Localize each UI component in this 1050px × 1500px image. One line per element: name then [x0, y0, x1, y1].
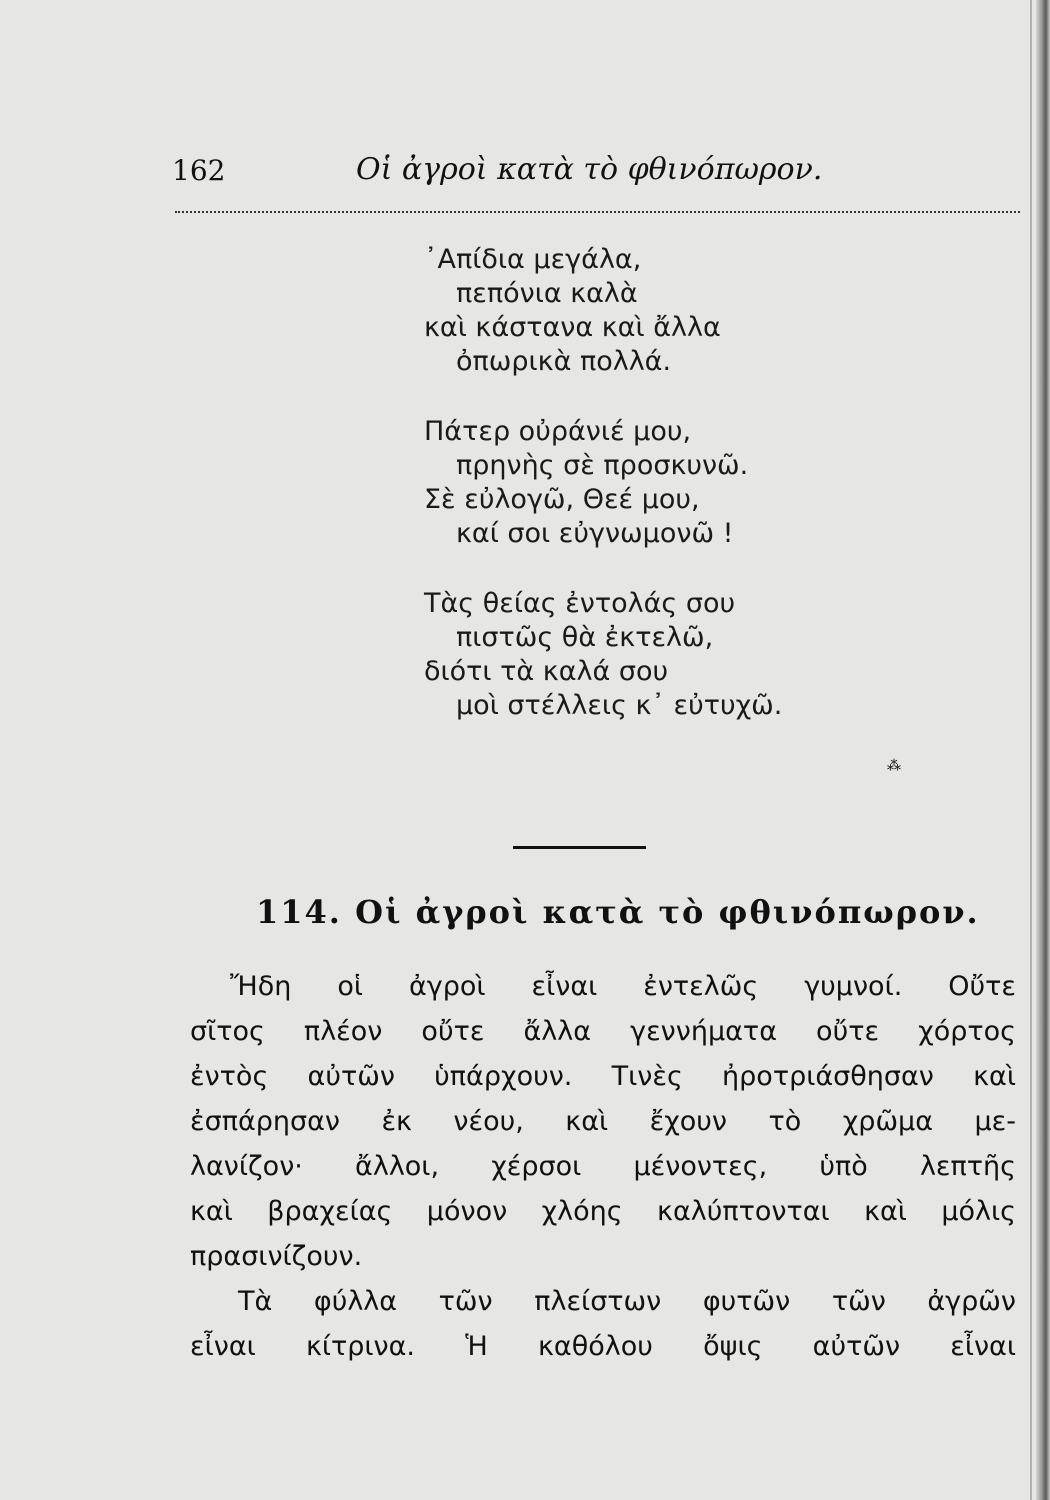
- binding-shadow: [1030, 0, 1032, 1500]
- poem-line: ᾿Απίδια μεγάλα,: [424, 244, 642, 275]
- body-line: ἐσπάρησαν ἐκ νέου, καὶ ἔχουν τὸ χρῶμα με-: [190, 1106, 1016, 1137]
- running-title: Οἱ ἀγροὶ κατὰ τὸ φθινόπωρον.: [356, 152, 823, 187]
- page-header: [172, 150, 852, 194]
- page-number: 162: [172, 154, 226, 187]
- poem-line: Πάτερ οὐράνιέ μου,: [424, 416, 692, 447]
- poem-line: καὶ κάστανα καὶ ἄλλα: [424, 312, 721, 343]
- body-line: καὶ βραχείας μόνον χλόης καλύπτονται καὶ μόλις: [190, 1196, 1016, 1227]
- poem-line: μοὶ στέλλεις κ᾿ εὐτυχῶ.: [456, 690, 783, 721]
- asterism: ⁂: [887, 758, 901, 774]
- poem-line: πρηνὴς σὲ προσκυνῶ.: [456, 450, 749, 481]
- poem-stanza: [424, 415, 864, 551]
- section-divider: [513, 846, 646, 849]
- body-line: Ἤδη οἱ ἀγροὶ εἶναι ἐντελῶς γυμνοί. Οὔτε: [230, 971, 1016, 1002]
- poem-line: καί σοι εὐγνωμονῶ !: [456, 518, 734, 549]
- poem-line: ὀπωρικὰ πολλά.: [456, 346, 672, 377]
- body-line: λανίζον· ἄλλοι, χέρσοι μένοντες, ὑπὸ λεπτῆς: [190, 1151, 1016, 1182]
- body-line: εἶναι κίτρινα. Ἡ καθόλου ὄψις αὐτῶν εἶναι: [190, 1331, 1016, 1362]
- body-line: Τὰ φύλλα τῶν πλείστων φυτῶν τῶν ἀγρῶν: [238, 1286, 1016, 1317]
- section-title: 114. Οἱ ἀγροὶ κατὰ τὸ φθινόπωρον.: [256, 893, 980, 931]
- body-line: σῖτος πλέον οὔτε ἄλλα γεννήματα οὔτε χόρτος: [190, 1016, 1016, 1047]
- poem-stanza: [424, 587, 864, 723]
- poem-stanza: [424, 243, 864, 379]
- poem: [424, 243, 864, 759]
- poem-line: Σὲ εὐλογῶ, Θεέ μου,: [424, 484, 700, 515]
- book-binding-edge: [1036, 0, 1050, 1500]
- header-rule: [175, 211, 1020, 213]
- body-line: πρασινίζουν.: [190, 1241, 363, 1272]
- poem-line: Τὰς θείας ἐντολάς σου: [424, 588, 736, 619]
- body-line: ἐντὸς αὐτῶν ὑπάρχουν. Τινὲς ἠροτριάσθησαν καὶ: [190, 1061, 1016, 1092]
- poem-line: διότι τὰ καλά σου: [424, 656, 669, 687]
- poem-line: πιστῶς θὰ ἐκτελῶ,: [456, 622, 714, 653]
- section-body: [190, 964, 1016, 1369]
- poem-line: πεπόνια καλὰ: [456, 278, 638, 309]
